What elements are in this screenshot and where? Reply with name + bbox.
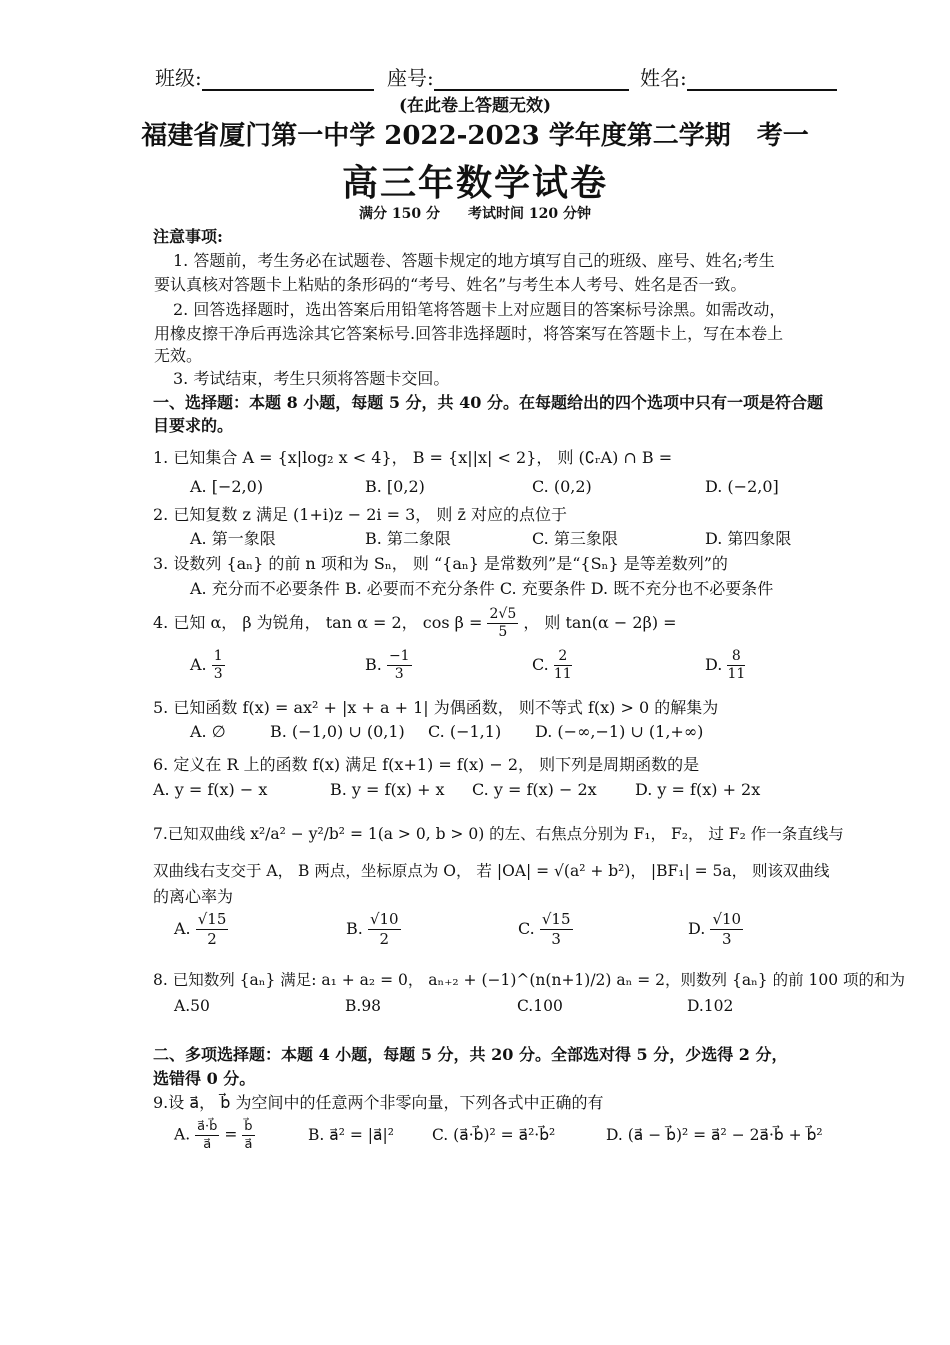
q7-b-den: 2 [379,930,390,948]
q4-option-c-frac [554,648,572,683]
q4-a-num: 1 [213,648,223,664]
q4-fraction-den: 5 [498,624,508,640]
q7-option-d-label: D. [688,919,706,938]
q6-stem: 6. 定义在 R 上的函数 f(x) 满足 f(x+1) = f(x) − 2， 则下列是周期函数的是 [153,755,700,774]
q7-option-b[interactable] [346,910,401,949]
page-title: 高三年数学试卷 [341,162,608,204]
class-label: 班级: [155,66,202,90]
seat-field [387,62,629,91]
q7-option-a-label: A. [174,919,191,938]
section2-line1: 二、多项选择题：本题 4 小题，每题 5 分，共 20 分。全部选对得 5 分，少选得 2 分， [153,1045,788,1064]
q4-option-d[interactable] [705,648,745,683]
q7-option-c-frac [540,910,573,949]
q4-b-den: 3 [394,666,404,682]
q4-option-b-label: B. [365,655,382,674]
q9-stem: 9.设 a⃗， b⃗ 为空间中的任意两个非零向量，下列各式中正确的有 [153,1093,604,1112]
q7-d-num: √10 [712,910,742,928]
q9-a-frac-right [242,1118,254,1153]
q5-option-b[interactable]: B. (−1,0) ∪ (0,1) [270,722,405,741]
q4-option-a[interactable] [190,648,225,683]
q4-stem-a: 4. 已知 α， β 为锐角， tan α = 2， cos β = [153,613,488,632]
q6-option-c[interactable]: C. y = f(x) − 2x [472,780,597,799]
q3-stem: 3. 设数列 {aₙ} 的前 n 项和为 Sₙ， 则 “{aₙ} 是常数列”是“{Sₙ} 是等差数列”的 [153,554,728,573]
q5-option-d[interactable]: D. (−∞,−1) ∪ (1,+∞) [535,722,704,741]
note-3: 3. 考试结束，考生只须将答题卡交回。 [173,369,450,388]
seat-input-line[interactable] [434,71,629,91]
q5-option-a[interactable]: A. ∅ [190,722,226,741]
q4-d-den: 11 [727,666,746,682]
q4-option-b-frac [387,648,412,683]
q4-option-d-label: D. [705,655,723,674]
q7-d-den: 3 [721,930,732,948]
q7-option-b-frac [368,910,401,949]
school-line: 福建省厦门第一中学 2022-2023 学年度第二学期 考一 [141,121,809,151]
q8-stem: 8. 已知数列 {aₙ} 满足: a₁ + a₂ = 0， aₙ₊₂ + (−1)^(n(n+1)/2) aₙ = 2，则数列 {aₙ} 的前 100 项的和为 [153,971,906,989]
name-field [640,62,837,91]
class-input-line[interactable] [202,71,374,91]
q5-option-c[interactable]: C. (−1,1) [428,722,502,741]
q9-option-b[interactable]: B. a⃗² = |a⃗|² [308,1126,394,1144]
q9-option-a-label: A. [174,1125,191,1144]
q8-option-d[interactable]: D.102 [687,997,734,1015]
q4-c-den: 11 [553,666,572,682]
q6-option-a[interactable]: A. y = f(x) − x [153,780,268,799]
q1-option-b[interactable]: B. [0,2) [365,477,425,496]
q1-stem: 1. 已知集合 A = {x|log₂ x < 4}， B = {x||x| < 2}， 则 (∁ᵣA) ∩ B = [153,448,673,467]
name-input-line[interactable] [687,71,837,91]
q3-options[interactable]: A. 充分而不必要条件 B. 必要而不充分条件 C. 充要条件 D. 既不充分也不必要条件 [190,579,774,598]
q9-option-a[interactable] [174,1118,255,1153]
q4-option-c-label: C. [532,655,549,674]
q8-option-b[interactable]: B.98 [345,997,382,1015]
q9-option-c[interactable]: C. (a⃗·b⃗)² = a⃗²·b⃗² [432,1126,556,1144]
q7-option-c-label: C. [518,919,535,938]
q7-a-den: 2 [207,930,217,948]
q4-b-num: −1 [388,648,410,664]
q4-fraction [487,606,518,641]
exam-meta: 满分 150 分 考试时间 120 分钟 [359,206,591,222]
q7-stem-c: 的离心率为 [153,887,234,906]
q4-stem-b: ， 则 tan(α − 2β) = [523,613,677,632]
q4-option-c[interactable] [532,648,572,683]
note-1b: 要认真核对答题卡上粘贴的条形码的“考号、姓名”与考生本人考号、姓名是否一致。 [154,275,747,294]
q9-a-den: a⃗ [203,1137,212,1152]
q7-c-num: √15 [541,910,571,928]
class-field [155,62,374,91]
q4-c-num: 2 [554,648,572,666]
section2-line2: 选错得 0 分。 [153,1069,256,1088]
q5-stem: 5. 已知函数 f(x) = ax² + |x + a + 1| 为偶函数， 则不等式 f(x) > 0 的解集为 [153,698,719,717]
note-2a: 2. 回答选择题时，选出答案后用铅笔将答题卡上对应题目的答案标号涂黑。如需改动， [173,300,786,319]
q4-stem [153,606,677,641]
note-2c: 无效。 [154,346,203,365]
q1-option-d[interactable]: D. (−2,0] [705,477,779,496]
q7-option-c[interactable] [518,910,573,949]
q9-a-eq: = [224,1125,238,1144]
name-label: 姓名: [640,66,687,90]
q7-stem-b: 双曲线右支交于 A， B 两点，坐标原点为 O， 若 |OA| = √(a² + b²)， |BF₁| = 5a， 则该双曲线 [153,862,830,880]
q2-option-b[interactable]: B. 第二象限 [365,529,451,548]
q2-option-d[interactable]: D. 第四象限 [705,529,792,548]
q4-option-b[interactable] [365,648,412,683]
q6-option-d[interactable]: D. y = f(x) + 2x [635,780,761,799]
q9-a-rnum: b⃗ [244,1119,253,1134]
q6-option-b[interactable]: B. y = f(x) + x [330,780,445,799]
q7-option-b-label: B. [346,919,363,938]
q2-option-a[interactable]: A. 第一象限 [190,529,276,548]
q7-a-num: √15 [197,910,227,928]
q8-option-a[interactable]: A.50 [174,997,210,1015]
q7-option-a[interactable] [174,910,228,949]
q4-option-a-frac [212,648,225,683]
q4-a-den: 3 [213,666,223,682]
note-2b: 用橡皮擦干净后再选涂其它答案标号.回答非选择题时，将答案写在答题卡上，写在本卷上 [154,324,784,343]
q9-option-d[interactable]: D. (a⃗ − b⃗)² = a⃗² − 2a⃗·b⃗ + b⃗² [606,1126,823,1144]
seat-label: 座号: [387,66,434,90]
notes-heading: 注意事项: [153,227,223,246]
q1-option-a[interactable]: A. [−2,0) [190,477,264,496]
invalid-note: (在此卷上答题无效) [398,96,552,116]
q8-option-c[interactable]: C.100 [517,997,563,1015]
note-1a: 1. 答题前，考生务必在试题卷、答题卡规定的地方填写自己的班级、座号、姓名;考生 [173,251,775,270]
q2-option-c[interactable]: C. 第三象限 [532,529,618,548]
q7-option-d-frac [710,910,743,949]
q9-a-frac-left [195,1118,219,1153]
q7-stem-a: 7.已知双曲线 x²/a² − y²/b² = 1(a > 0, b > 0) 的左、右焦点分别为 F₁， F₂， 过 F₂ 作一条直线与 [153,825,844,843]
q2-stem: 2. 已知复数 z 满足 (1+i)z − 2i = 3， 则 z̄ 对应的点位于 [153,505,567,524]
q9-a-rden: a⃗ [244,1137,253,1152]
q4-d-num: 8 [727,648,745,666]
section1-line2: 目要求的。 [153,416,234,435]
q1-option-c[interactable]: C. (0,2) [532,477,592,496]
q4-option-a-label: A. [190,655,207,674]
q7-option-a-frac [196,910,229,949]
section1-line1: 一、选择题：本题 8 小题，每题 5 分，共 40 分。在每题给出的四个选项中只有一项是符合题 [153,393,823,412]
q7-option-d[interactable] [688,910,743,949]
q4-option-d-frac [727,648,745,683]
q4-fraction-num: 2√5 [489,606,517,622]
q7-b-num: √10 [369,910,399,928]
q9-a-num: a⃗·b⃗ [197,1119,218,1134]
q7-c-den: 3 [551,930,561,948]
